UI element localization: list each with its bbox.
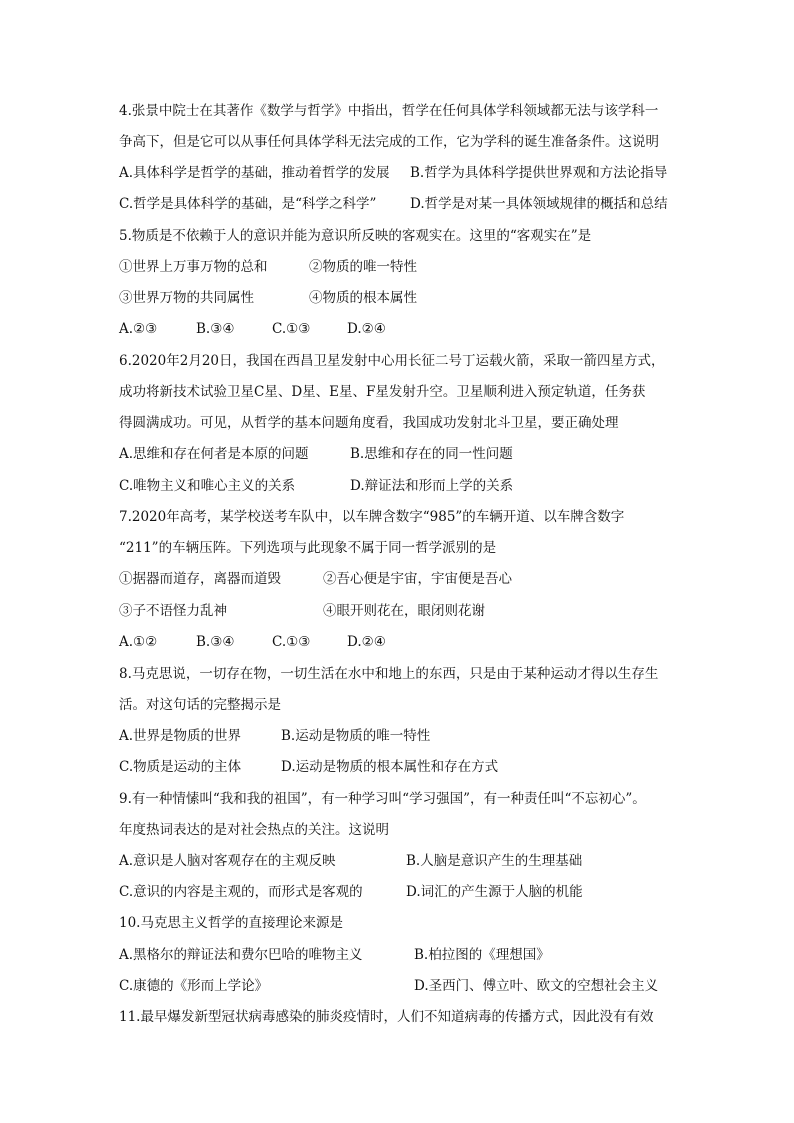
q10-option-d: D.圣西门、傅立叶、欧文的空想社会主义 (414, 978, 659, 994)
q7-item-3: ③子不语怪力乱神 (119, 603, 227, 619)
q9-stem-line-2: 年度热词表达的是对社会热点的关注。这说明 (119, 822, 389, 838)
q7-item-4: ④眼开则花在，眼闭则花谢 (323, 603, 485, 619)
q8-option-d: D.运动是物质的根本属性和存在方式 (281, 759, 499, 775)
q10-stem: 10.马克思主义哲学的直接理论来源是 (119, 915, 343, 931)
q9-option-c: C.意识的内容是主观的，而形式是客观的 (119, 884, 363, 900)
q10-option-c: C.康德的《形而上学论》 (119, 978, 269, 994)
q6-stem-line-3: 得圆满成功。可见，从哲学的基本问题角度看，我国成功发射北斗卫星，要正确处理 (119, 415, 619, 431)
q5-option-d: D.②④ (347, 321, 386, 337)
q9-option-a: A.意识是人脑对客观存在的主观反映 (119, 853, 336, 869)
q8-stem-line-2: 活。对这句话的完整揭示是 (119, 697, 281, 713)
q7-option-a: A.①② (119, 634, 158, 650)
q7-option-d: D.②④ (347, 634, 386, 650)
q6-stem-line-2: 成功将新技术试验卫星C星、D星、E星、F星发射升空。卫星顺利进入预定轨道，任务获 (119, 384, 646, 400)
q5-option-c: C.①③ (272, 321, 311, 337)
q6-option-b: B.思维和存在的同一性问题 (350, 446, 513, 462)
q7-stem-line-1: 7.2020年高考，某学校送考车队中，以车牌含数字“985”的车辆开道、以车牌含数字 (119, 509, 625, 525)
q6-option-c: C.唯物主义和唯心主义的关系 (119, 478, 296, 494)
q8-option-a: A.世界是物质的世界 (119, 728, 242, 744)
q5-item-4: ④物质的根本属性 (309, 290, 417, 306)
q8-option-c: C.物质是运动的主体 (119, 759, 242, 775)
q4-option-b: B.哲学为具体科学提供世界观和方法论指导 (410, 165, 668, 181)
q5-option-a: A.②③ (119, 321, 158, 337)
q5-item-1: ①世界上万事万物的总和 (119, 259, 268, 275)
q4-option-a: A.具体科学是哲学的基础，推动着哲学的发展 (119, 165, 390, 181)
q7-stem-line-2: “211”的车辆压阵。下列选项与此现象不属于同一哲学派别的是 (119, 540, 497, 556)
q7-item-1: ①据器而道存，离器而道毁 (119, 571, 281, 587)
q8-option-b: B.运动是物质的唯一特性 (281, 728, 431, 744)
q8-stem-line-1: 8.马克思说，一切存在物，一切生活在水中和地上的东西，只是由于某种运动才得以生存生 (119, 666, 659, 682)
q9-stem-line-1: 9.有一种情愫叫“我和我的祖国”，有一种学习叫“学习强国”，有一种责任叫“不忘初心”。 (119, 791, 646, 807)
q4-option-c: C.哲学是具体科学的基础，是“科学之科学” (119, 196, 377, 212)
q10-option-a: A.黑格尔的辩证法和费尔巴哈的唯物主义 (119, 947, 363, 963)
q11-stem-line-1: 11.最早爆发新型冠状病毒感染的肺炎疫情时，人们不知道病毒的传播方式，因此没有有效 (119, 1009, 654, 1025)
q9-option-b: B.人脑是意识产生的生理基础 (406, 853, 583, 869)
q4-stem-line-1: 4.张景中院士在其著作《数学与哲学》中指出，哲学在任何具体学科领域都无法与该学科一 (119, 103, 659, 119)
q6-option-a: A.思维和存在何者是本原的问题 (119, 446, 309, 462)
q6-option-d: D.辩证法和形而上学的关系 (350, 478, 514, 494)
q7-option-b: B.③④ (196, 634, 235, 650)
q5-option-b: B.③④ (196, 321, 235, 337)
q6-stem-line-1: 6.2020年2月20日，我国在西昌卫星发射中心用长征二号丁运载火箭，采取一箭四星方式， (119, 353, 665, 369)
q7-option-c: C.①③ (272, 634, 311, 650)
q10-option-b: B.柏拉图的《理想国》 (414, 947, 550, 963)
q4-stem-line-2: 争高下，但是它可以从事任何具体学科无法完成的工作，它为学科的诞生准备条件。这说明 (119, 134, 659, 150)
q5-item-3: ③世界万物的共同属性 (119, 290, 254, 306)
q5-stem: 5.物质是不依赖于人的意识并能为意识所反映的客观实在。这里的“客观实在”是 (119, 228, 592, 244)
q9-option-d: D.词汇的产生源于人脑的机能 (406, 884, 583, 900)
q5-item-2: ②物质的唯一特性 (309, 259, 417, 275)
q7-item-2: ②吾心便是宇宙，宇宙便是吾心 (323, 571, 512, 587)
q4-option-d: D.哲学是对某一具体领域规律的概括和总结 (410, 196, 668, 212)
